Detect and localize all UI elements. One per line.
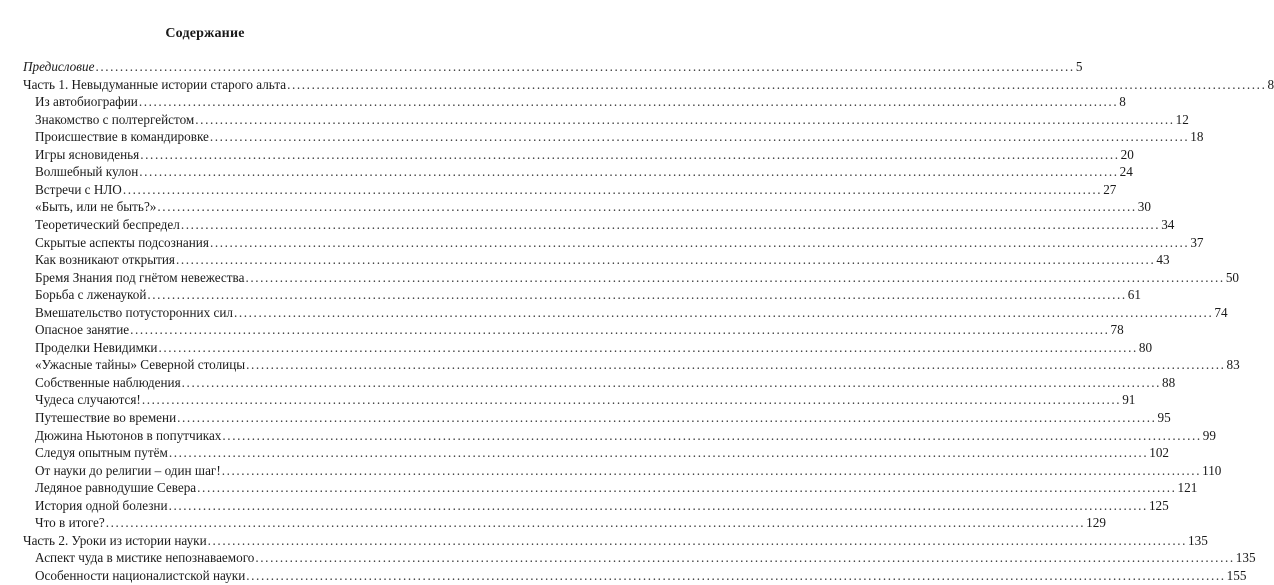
toc-entry-title: Особенности националистской науки: [35, 567, 246, 583]
toc-entry: [35, 198, 1151, 216]
toc-entry: [23, 76, 1274, 94]
toc-entry-page-number: 43: [1156, 252, 1170, 268]
toc-entry-title: Вмешательство потусторонних сил: [35, 304, 233, 320]
dot-leader: [181, 216, 1160, 234]
dot-leader: [158, 339, 1137, 357]
toc-entry-page-number: 135: [1235, 550, 1256, 566]
toc-entry-page-number: 135: [1188, 532, 1208, 548]
dot-leader: [123, 181, 1102, 199]
toc-entry-page-number: 155: [1226, 567, 1247, 583]
toc-entry: [35, 269, 1240, 287]
toc-entry: [35, 356, 1240, 374]
toc-entry: [35, 462, 1222, 480]
toc-entry-page-number: 24: [1119, 164, 1133, 180]
dot-leader: [246, 356, 1225, 374]
dot-leader: [208, 532, 1187, 550]
toc-entry-title: Предисловие: [23, 59, 95, 74]
toc-entry-page-number: 18: [1190, 129, 1204, 145]
toc-entry: [35, 497, 1169, 515]
dot-leader: [139, 93, 1118, 111]
toc-entry-page-number: 80: [1138, 339, 1153, 355]
dot-leader: [245, 269, 1224, 287]
dot-leader: [246, 567, 1225, 585]
toc-entry: [23, 532, 1208, 550]
toc-entry-page-number: 129: [1086, 515, 1106, 531]
toc-entry: [35, 93, 1126, 111]
toc-entry-title: История одной болезни: [35, 497, 168, 513]
toc-entry-title: Аспект чуда в мистике непознаваемого: [35, 550, 255, 566]
dot-leader: [176, 251, 1155, 269]
toc-entry-page-number: 83: [1226, 357, 1240, 373]
toc-entry-page-number: 8: [1267, 76, 1274, 92]
toc-entry-page-number: 34: [1161, 216, 1175, 232]
dot-leader: [287, 76, 1266, 94]
toc-entry: [35, 479, 1198, 497]
toc-entry-title: Борьба с лженаукой: [35, 287, 147, 303]
toc-entry-title: Происшествие в командировке: [35, 129, 209, 145]
toc-entry-title: От науки до религии – один шаг!: [35, 462, 221, 478]
toc-entry: [35, 339, 1153, 357]
toc-entry-title: Путешествие во времени: [35, 410, 177, 425]
dot-leader: [169, 497, 1148, 515]
toc-entry: [35, 234, 1204, 252]
toc-entry-title: Встречи с НЛО: [35, 181, 122, 197]
dot-leader: [157, 198, 1136, 216]
toc-entry: [35, 146, 1134, 164]
toc-entry-title: Часть 2. Уроки из истории науки: [23, 532, 207, 548]
toc-entry-title: Собственные наблюдения: [35, 374, 181, 390]
dot-leader: [140, 146, 1119, 164]
toc-entry: [35, 304, 1228, 322]
toc-entry: [35, 128, 1204, 146]
toc-entry-page-number: 61: [1127, 287, 1141, 303]
toc-entry-title: Дюжина Ньютонов в попутчиках: [35, 427, 222, 443]
toc-entry: [35, 321, 1124, 339]
dot-leader: [197, 479, 1176, 497]
toc-entry-page-number: 99: [1202, 427, 1216, 443]
toc-entry: [23, 58, 1083, 76]
toc-entry-title: Знакомство с полтергейстом: [35, 111, 195, 127]
toc-entry-page-number: 121: [1177, 480, 1198, 496]
toc-entry: [35, 514, 1106, 532]
toc-entry: [35, 181, 1117, 199]
dot-leader: [169, 444, 1148, 462]
dot-leader: [222, 462, 1201, 480]
toc-entry-page-number: 95: [1157, 410, 1171, 425]
toc-entry: [35, 251, 1170, 269]
toc-entry: [35, 216, 1175, 234]
toc-entry: [35, 549, 1256, 567]
toc-entry-page-number: 37: [1190, 234, 1204, 250]
dot-leader: [255, 549, 1234, 567]
toc-entry: [35, 427, 1216, 445]
toc-entry-page-number: 88: [1162, 374, 1176, 390]
toc-entry-title: Теоретический беспредел: [35, 216, 180, 232]
toc-entry-title: Следуя опытным путём: [35, 445, 168, 461]
toc-entry-title: Из автобиографии: [35, 94, 138, 110]
toc-entry-title: Чудеса случаются!: [35, 392, 141, 408]
toc-entry-page-number: 5: [1075, 59, 1083, 74]
toc-entry-title: «Быть, или не быть?»: [35, 199, 157, 215]
toc-entry-page-number: 27: [1103, 181, 1117, 197]
dot-leader: [106, 514, 1085, 532]
toc-entry-page-number: 102: [1149, 445, 1169, 461]
toc-entry-title: Как возникают открытия: [35, 252, 175, 268]
dot-leader: [210, 128, 1189, 146]
toc-entry-title: Что в итоге?: [35, 515, 105, 531]
toc-entry-page-number: 125: [1148, 497, 1169, 513]
toc-entry-page-number: 8: [1119, 94, 1126, 110]
toc-entry: [35, 567, 1247, 585]
dot-leader: [182, 374, 1161, 392]
toc-entry-page-number: 74: [1214, 304, 1228, 320]
toc-entry-page-number: 78: [1110, 322, 1124, 338]
dot-leader: [130, 321, 1109, 339]
toc-entry-page-number: 50: [1225, 269, 1240, 285]
toc-entry-title: Бремя Знания под гнётом невежества: [35, 269, 245, 285]
toc-entry-page-number: 20: [1120, 146, 1134, 162]
dot-leader: [147, 286, 1126, 304]
toc-entry-page-number: 110: [1202, 462, 1222, 478]
toc-entry-title: Часть 1. Невыдуманные истории старого альта: [23, 76, 287, 92]
toc-entry-title: Проделки Невидимки: [35, 339, 158, 355]
toc-entry-title: Скрытые аспекты подсознания: [35, 234, 209, 250]
toc-entry: [35, 409, 1171, 427]
toc-entry: [35, 286, 1141, 304]
toc-entry: [35, 374, 1176, 392]
toc-entry-title: «Ужасные тайны» Северной столицы: [35, 357, 246, 373]
dot-leader: [222, 427, 1201, 445]
toc-entry: [35, 391, 1136, 409]
dot-leader: [210, 234, 1189, 252]
toc-entry-page-number: 30: [1137, 199, 1151, 215]
toc-entry-title: Ледяное равнодушие Севера: [35, 480, 197, 496]
dot-leader: [142, 391, 1121, 409]
toc-entry-page-number: 12: [1175, 111, 1189, 127]
toc-entry-page-number: 91: [1122, 392, 1136, 408]
toc-entry-title: Игры ясновиденья: [35, 146, 140, 162]
toc-entry-title: Волшебный кулон: [35, 164, 139, 180]
toc-entry: [35, 111, 1189, 129]
toc-entry-title: Опасное занятие: [35, 322, 130, 338]
toc-entry: [35, 444, 1169, 462]
dot-leader: [177, 409, 1156, 427]
dot-leader: [139, 163, 1118, 181]
dot-leader: [95, 58, 1074, 76]
dot-leader: [234, 304, 1213, 322]
toc-entry: [35, 163, 1133, 181]
page-title: Содержание: [165, 26, 245, 41]
dot-leader: [195, 111, 1174, 129]
